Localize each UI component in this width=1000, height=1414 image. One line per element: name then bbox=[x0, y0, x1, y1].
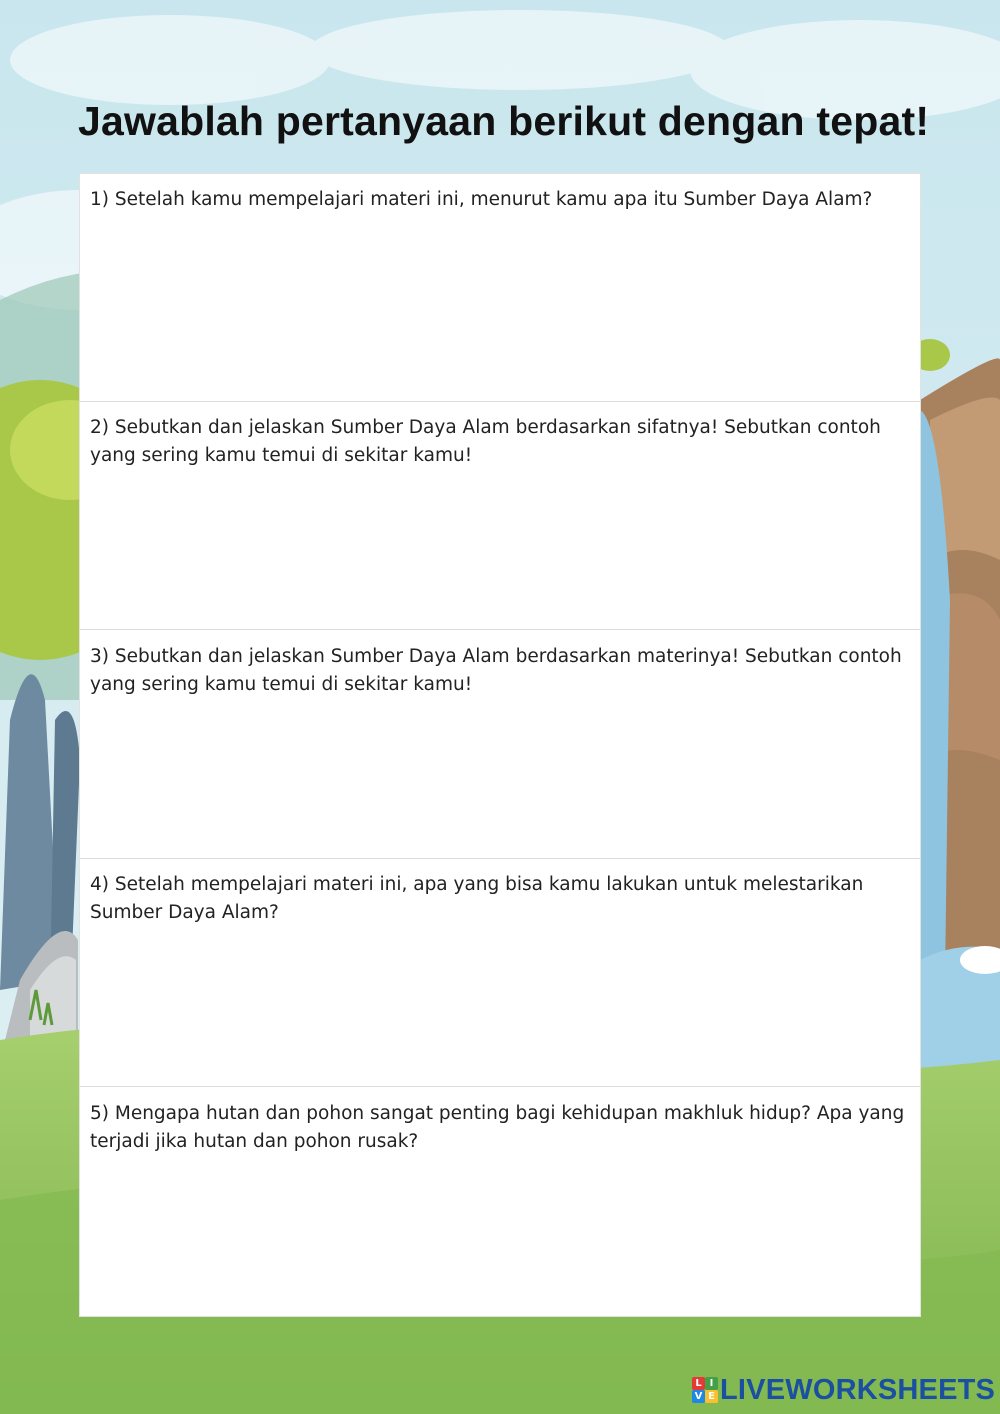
logo-letter: E bbox=[705, 1390, 718, 1403]
question-2-text: 2) Sebutkan dan jelaskan Sumber Daya Alam berdasarkan sifatnya! Sebutkan contoh yang sering kamu temui di sekitar kamu! bbox=[90, 417, 881, 466]
logo-letter: L bbox=[692, 1377, 705, 1390]
logo-text: LIVEWORKSHEETS bbox=[720, 1373, 996, 1406]
logo-mark-icon bbox=[692, 1377, 718, 1403]
question-4-box[interactable] bbox=[80, 859, 920, 1087]
question-2-box[interactable] bbox=[80, 402, 920, 630]
logo-letter: V bbox=[692, 1390, 705, 1403]
question-sheet bbox=[80, 174, 920, 1316]
question-5-text: 5) Mengapa hutan dan pohon sangat penting bagi kehidupan makhluk hidup? Apa yang terjadi jika hutan dan pohon rusak? bbox=[90, 1103, 905, 1152]
question-4-text: 4) Setelah mempelajari materi ini, apa yang bisa kamu lakukan untuk melestarikan Sumber Daya Alam? bbox=[90, 874, 864, 923]
question-5-box[interactable] bbox=[80, 1088, 920, 1316]
worksheet-title: Jawablah pertanyaan berikut dengan tepat! bbox=[78, 98, 930, 144]
question-1-text: 1) Setelah kamu mempelajari materi ini, menurut kamu apa itu Sumber Daya Alam? bbox=[90, 189, 873, 210]
question-3-text: 3) Sebutkan dan jelaskan Sumber Daya Alam berdasarkan materinya! Sebutkan contoh yang sering kamu temui di sekitar kamu! bbox=[90, 646, 902, 695]
question-3-box[interactable] bbox=[80, 631, 920, 859]
question-1-box[interactable] bbox=[80, 174, 920, 402]
logo-letter: I bbox=[705, 1377, 718, 1390]
liveworksheets-logo[interactable] bbox=[692, 1374, 995, 1406]
